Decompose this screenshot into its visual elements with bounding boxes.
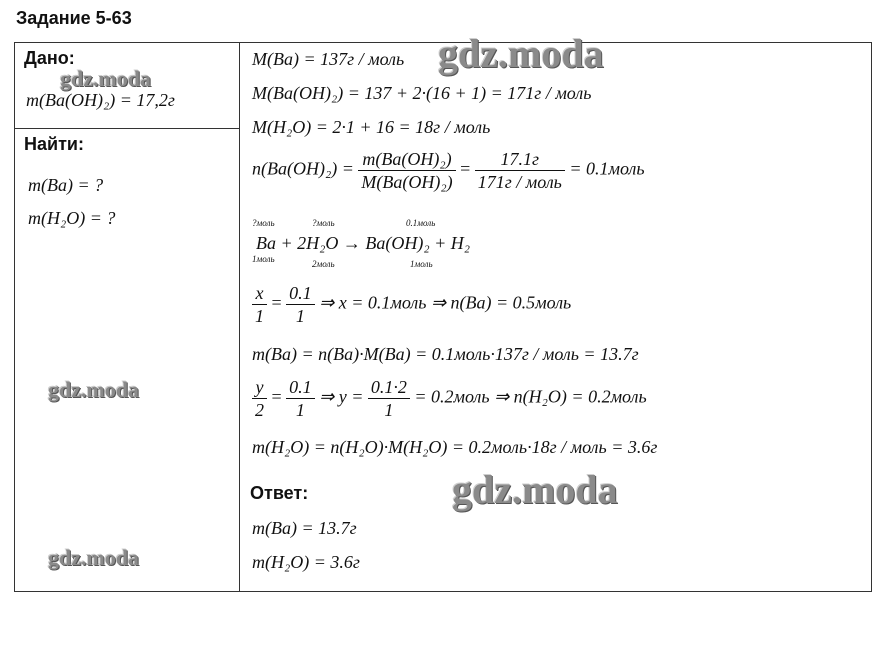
proportion-y-fraction-2: $\frac{0.1}{1}$ [286, 378, 315, 419]
amount-baoh2-result: = 0.1моль [569, 158, 645, 179]
amount-baoh2-lhs: n(Ba(OH)₂) = [252, 158, 354, 179]
given-find-divider [14, 128, 240, 129]
reaction-below-baoh2: 1моль [410, 259, 433, 269]
reaction-above-h2o: ?моль [312, 218, 335, 228]
watermark-answer: gdz.moda [452, 467, 618, 512]
answer-header: Ответ: [250, 483, 309, 503]
reaction-below-ba: 1моль [252, 254, 275, 264]
reaction-below-h2o: 2моль [312, 259, 335, 269]
proportion-x-fraction-1: $\frac{x}{1}$ [252, 284, 267, 325]
proportion-y-fraction-1: $\frac{y}{2}$ [252, 378, 267, 419]
given-formula: m(Ba(OH)₂) = 17,2г [26, 90, 175, 110]
amount-baoh2-fraction-2: $\frac{17.1г}{\text{171г / моль}}$ [475, 150, 565, 191]
watermark-given: gdz.moda [60, 66, 152, 91]
watermark-top: gdz.moda [438, 31, 604, 76]
watermark-left-bottom: gdz.moda [48, 545, 140, 570]
proportion-y-line: $\frac{y}{2}$ = $\frac{0.1}{1}$ ⇒ y = $\frac{0.1\cdot 2}{1}$ = 0.2моль ⇒ n(H₂O) = 0.2моль [252, 378, 647, 419]
proportion-y-mid: ⇒ y = [319, 386, 364, 407]
molar-mass-h2o: M(H₂O) = 2·1 + 16 = 18г / моль [252, 117, 491, 137]
find-header: Найти: [24, 134, 84, 154]
reaction-above-baoh2: 0.1моль [406, 218, 436, 228]
proportion-y-rest: = 0.2моль ⇒ n(H₂O) = 0.2моль [414, 386, 647, 407]
reaction-equation: Ba + 2H₂O → Ba(OH)₂ + H₂ [256, 233, 471, 253]
find-item-ba: m(Ba) = ? [28, 175, 104, 195]
proportion-y-fraction-3: $\frac{0.1\cdot 2}{1}$ [368, 378, 410, 419]
given-header: Дано: [24, 48, 75, 68]
proportion-x-rest: ⇒ x = 0.1моль ⇒ n(Ba) = 0.5моль [319, 292, 572, 313]
amount-baoh2-fraction-1: $\frac{\text{m(Ba(OH)₂)}}{\text{M(Ba(OH)₂)}}$ [358, 150, 455, 191]
molar-mass-ba: M(Ba) = 137г / моль [252, 49, 405, 69]
watermark-left-middle: gdz.moda [48, 377, 140, 402]
answer-mass-h2o: m(H₂O) = 3.6г [252, 552, 360, 572]
amount-baoh2-line: n(Ba(OH)₂) = $\frac{\text{m(Ba(OH)₂)}}{\text{M(Ba(OH)₂)}}$ = $\frac{17.1г}{\text{171г / моль}}$ = 0.1моль [252, 149, 645, 192]
answer-mass-ba: m(Ba) = 13.7г [252, 518, 357, 538]
reaction-above-ba: ?моль [252, 218, 275, 228]
task-title: Задание 5-63 [16, 8, 132, 28]
column-divider [239, 42, 240, 592]
proportion-x-fraction-2: $\frac{0.1}{1}$ [286, 284, 315, 325]
mass-ba-calc: m(Ba) = n(Ba)·M(Ba) = 0.1моль·137г / моль = 13.7г [252, 344, 639, 364]
mass-h2o-calc: m(H₂O) = n(H₂O)·M(H₂O) = 0.2моль·18г / моль = 3.6г [252, 437, 658, 457]
molar-mass-baoh2: M(Ba(OH)₂) = 137 + 2·(16 + 1) = 171г / моль [252, 83, 592, 103]
find-item-h2o: m(H₂O) = ? [28, 208, 116, 228]
proportion-x-line: $\frac{x}{1}$ = $\frac{0.1}{1}$ ⇒ x = 0.1моль ⇒ n(Ba) = 0.5моль [252, 284, 571, 325]
